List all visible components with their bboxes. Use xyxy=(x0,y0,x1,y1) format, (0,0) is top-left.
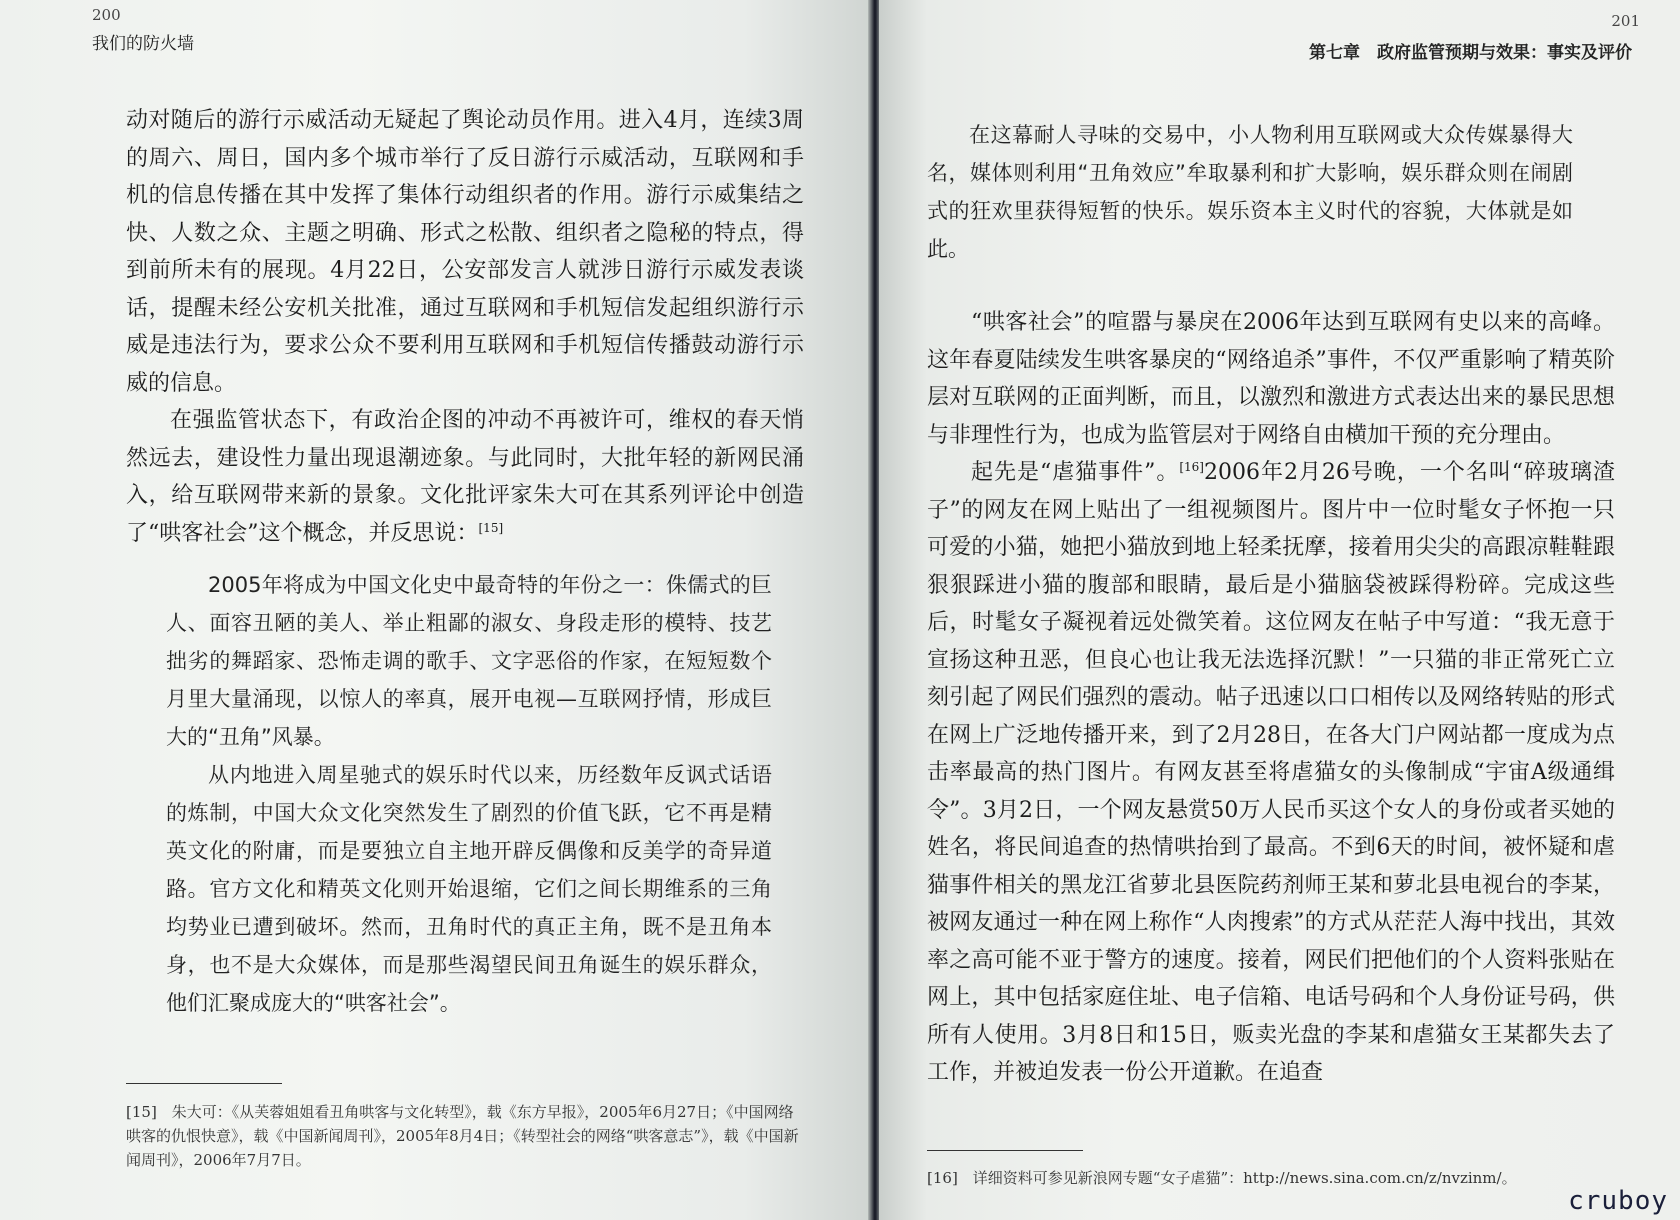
quote-paragraph: 从内地进入周星驰式的娱乐时代以来，历经数年反讽式话语的炼制，中国大众文化突然发生了剧烈的价值飞跃，它不再是精英文化的附庸，而是要独立自主地开辟反偶像和反美学的奇异道路。官方文化和精英文化则开始退缩，它们之间长期维系的三角均势业已遭到破坏。然而，丑角时代的真正主角，既不是丑角本身，也不是大众媒体，而是那些渴望民间丑角诞生的娱乐群众，他们汇聚成庞大的“哄客社会”。 xyxy=(166,763,772,1015)
watermark-text: cruboy xyxy=(1568,1186,1668,1216)
paragraph xyxy=(927,454,1615,1092)
page-number: 200 xyxy=(92,6,121,24)
running-head: 第七章 政府监管预期与效果：事实及评价 xyxy=(1309,43,1632,63)
paragraph xyxy=(126,402,804,552)
body-text xyxy=(927,304,1615,1092)
quote-paragraph: 在这幕耐人寻味的交易中，小人物利用互联网或大众传媒暴得大名，媒体则利用“丑角效应”牟取暴利和扩大影响，娱乐群众则在闹剧式的狂欢里获得短暂的快乐。娱乐资本主义时代的容貌，大体就是如此。 xyxy=(927,123,1573,261)
paragraph-lead: 起先是“虐猫事件”。 xyxy=(971,460,1180,485)
paragraph: 动对随后的游行示威活动无疑起了舆论动员作用。进入4月，连续3周的周六、周日，国内多个城市举行了反日游行示威活动，互联网和手机的信息传播在其中发挥了集体行动组织者的作用。游行示威集结之快、人数之众、主题之明确、形式之松散、组织者之隐秘的特点，得到前所未有的展现。4月22日，公安部发言人就涉日游行示威发表谈话，提醒未经公安机关批准，通过互联网和手机短信发起组织游行示威是违法行为，要求公众不要利用互联网和手机短信传播鼓动游行示威的信息。 xyxy=(126,108,804,396)
footnote-ref: [16] xyxy=(1179,460,1204,474)
paragraph: “哄客社会”的喧嚣与暴戾在2006年达到互联网有史以来的高峰。这年春夏陆续发生哄客暴戾的“网络追杀”事件，不仅严重影响了精英阶层对互联网的正面判断，而且，以激烈和激进方式表达出来的暴民思想与非理性行为，也成为监管层对于网络自由横加干预的充分理由。 xyxy=(927,310,1615,448)
block-quote xyxy=(927,116,1573,268)
quote-paragraph: 2005年将成为中国文化史中最奇特的年份之一：侏儒式的巨人、面容丑陋的美人、举止粗鄙的淑女、身段走形的模特、技艺拙劣的舞蹈家、恐怖走调的歌手、文字恶俗的作家，在短短数个月里大量涌现，以惊人的率真，展开电视—互联网抒情，形成巨大的“丑角”风暴。 xyxy=(166,573,772,749)
footnote: [15] 朱大可：《从芙蓉姐姐看丑角哄客与文化转型》，载《东方早报》，2005年6月27日；《中国网络哄客的仇恨快意》，载《中国新闻周刊》，2005年8月4日；《转型社会的网络“哄客意志”》，载《中国新闻周刊》，2006年7月7日。 xyxy=(126,1103,799,1169)
footnote: [16] 详细资料可参见新浪网专题“女子虐猫”：http://news.sina.com.cn/z/nvzinm/。 xyxy=(927,1169,1517,1187)
running-head: 我们的防火墙 xyxy=(92,34,194,54)
body-text xyxy=(126,102,804,552)
footnote-rule xyxy=(126,1083,282,1084)
page-number: 201 xyxy=(1611,12,1640,30)
paragraph-text: 2006年2月26号晚，一个名叫“碎玻璃渣子”的网友在网上贴出了一组视频图片。图片中一位时髦女子怀抱一只可爱的小猫，她把小猫放到地上轻柔抚摩，接着用尖尖的高跟凉鞋鞋跟狠狠踩进小猫的腹部和眼睛，最后是小猫脑袋被踩得粉碎。完成这些后，时髦女子凝视着远处微笑着。这位网友在帖子中写道：“我无意于宣扬这种丑恶，但良心也让我无法选择沉默！”一只猫的非正常死亡立刻引起了网民们强烈的震动。帖子迅速以口口相传以及网络转贴的形式在网上广泛地传播开来，到了2月28日，在各大门户网站都一度成为点击率最高的热门图片。有网友甚至将虐猫女的头像制成“宇宙A级通缉令”。3月2日，一个网友悬赏50万人民币买这个女人的身份或者买她的姓名，将民间追查的热情哄抬到了最高。不到6天的时间，被怀疑和虐猫事件相关的黑龙江省萝北县医院药剂师王某和萝北县电视台的李某，被网友通过一种在网上称作“人肉搜索”的方式从茫茫人海中找出，其效率之高可能不亚于警方的速度。接着，网民们把他们的个人资料张贴在网上，其中包括家庭住址、电子信箱、电话号码和个人身份证号码，供所有人使用。3月8日和15日，贩卖光盘的李某和虐猫女王某都失去了工作，并被迫发表一份公开道歉。在追查 xyxy=(927,460,1615,1085)
footnote-ref: [15] xyxy=(478,520,504,535)
footnote-rule xyxy=(927,1150,1083,1151)
paragraph-text: 在强监管状态下，有政治企图的冲动不再被许可，维权的春天悄然远去，建设性力量出现退潮迹象。与此同时，大批年轻的新网民涌入，给互联网带来新的景象。文化批评家朱大可在其系列评论中创造了“哄客社会”这个概念，并反思说： xyxy=(126,408,804,546)
right-page xyxy=(879,0,1680,1220)
block-quote xyxy=(166,566,772,1022)
